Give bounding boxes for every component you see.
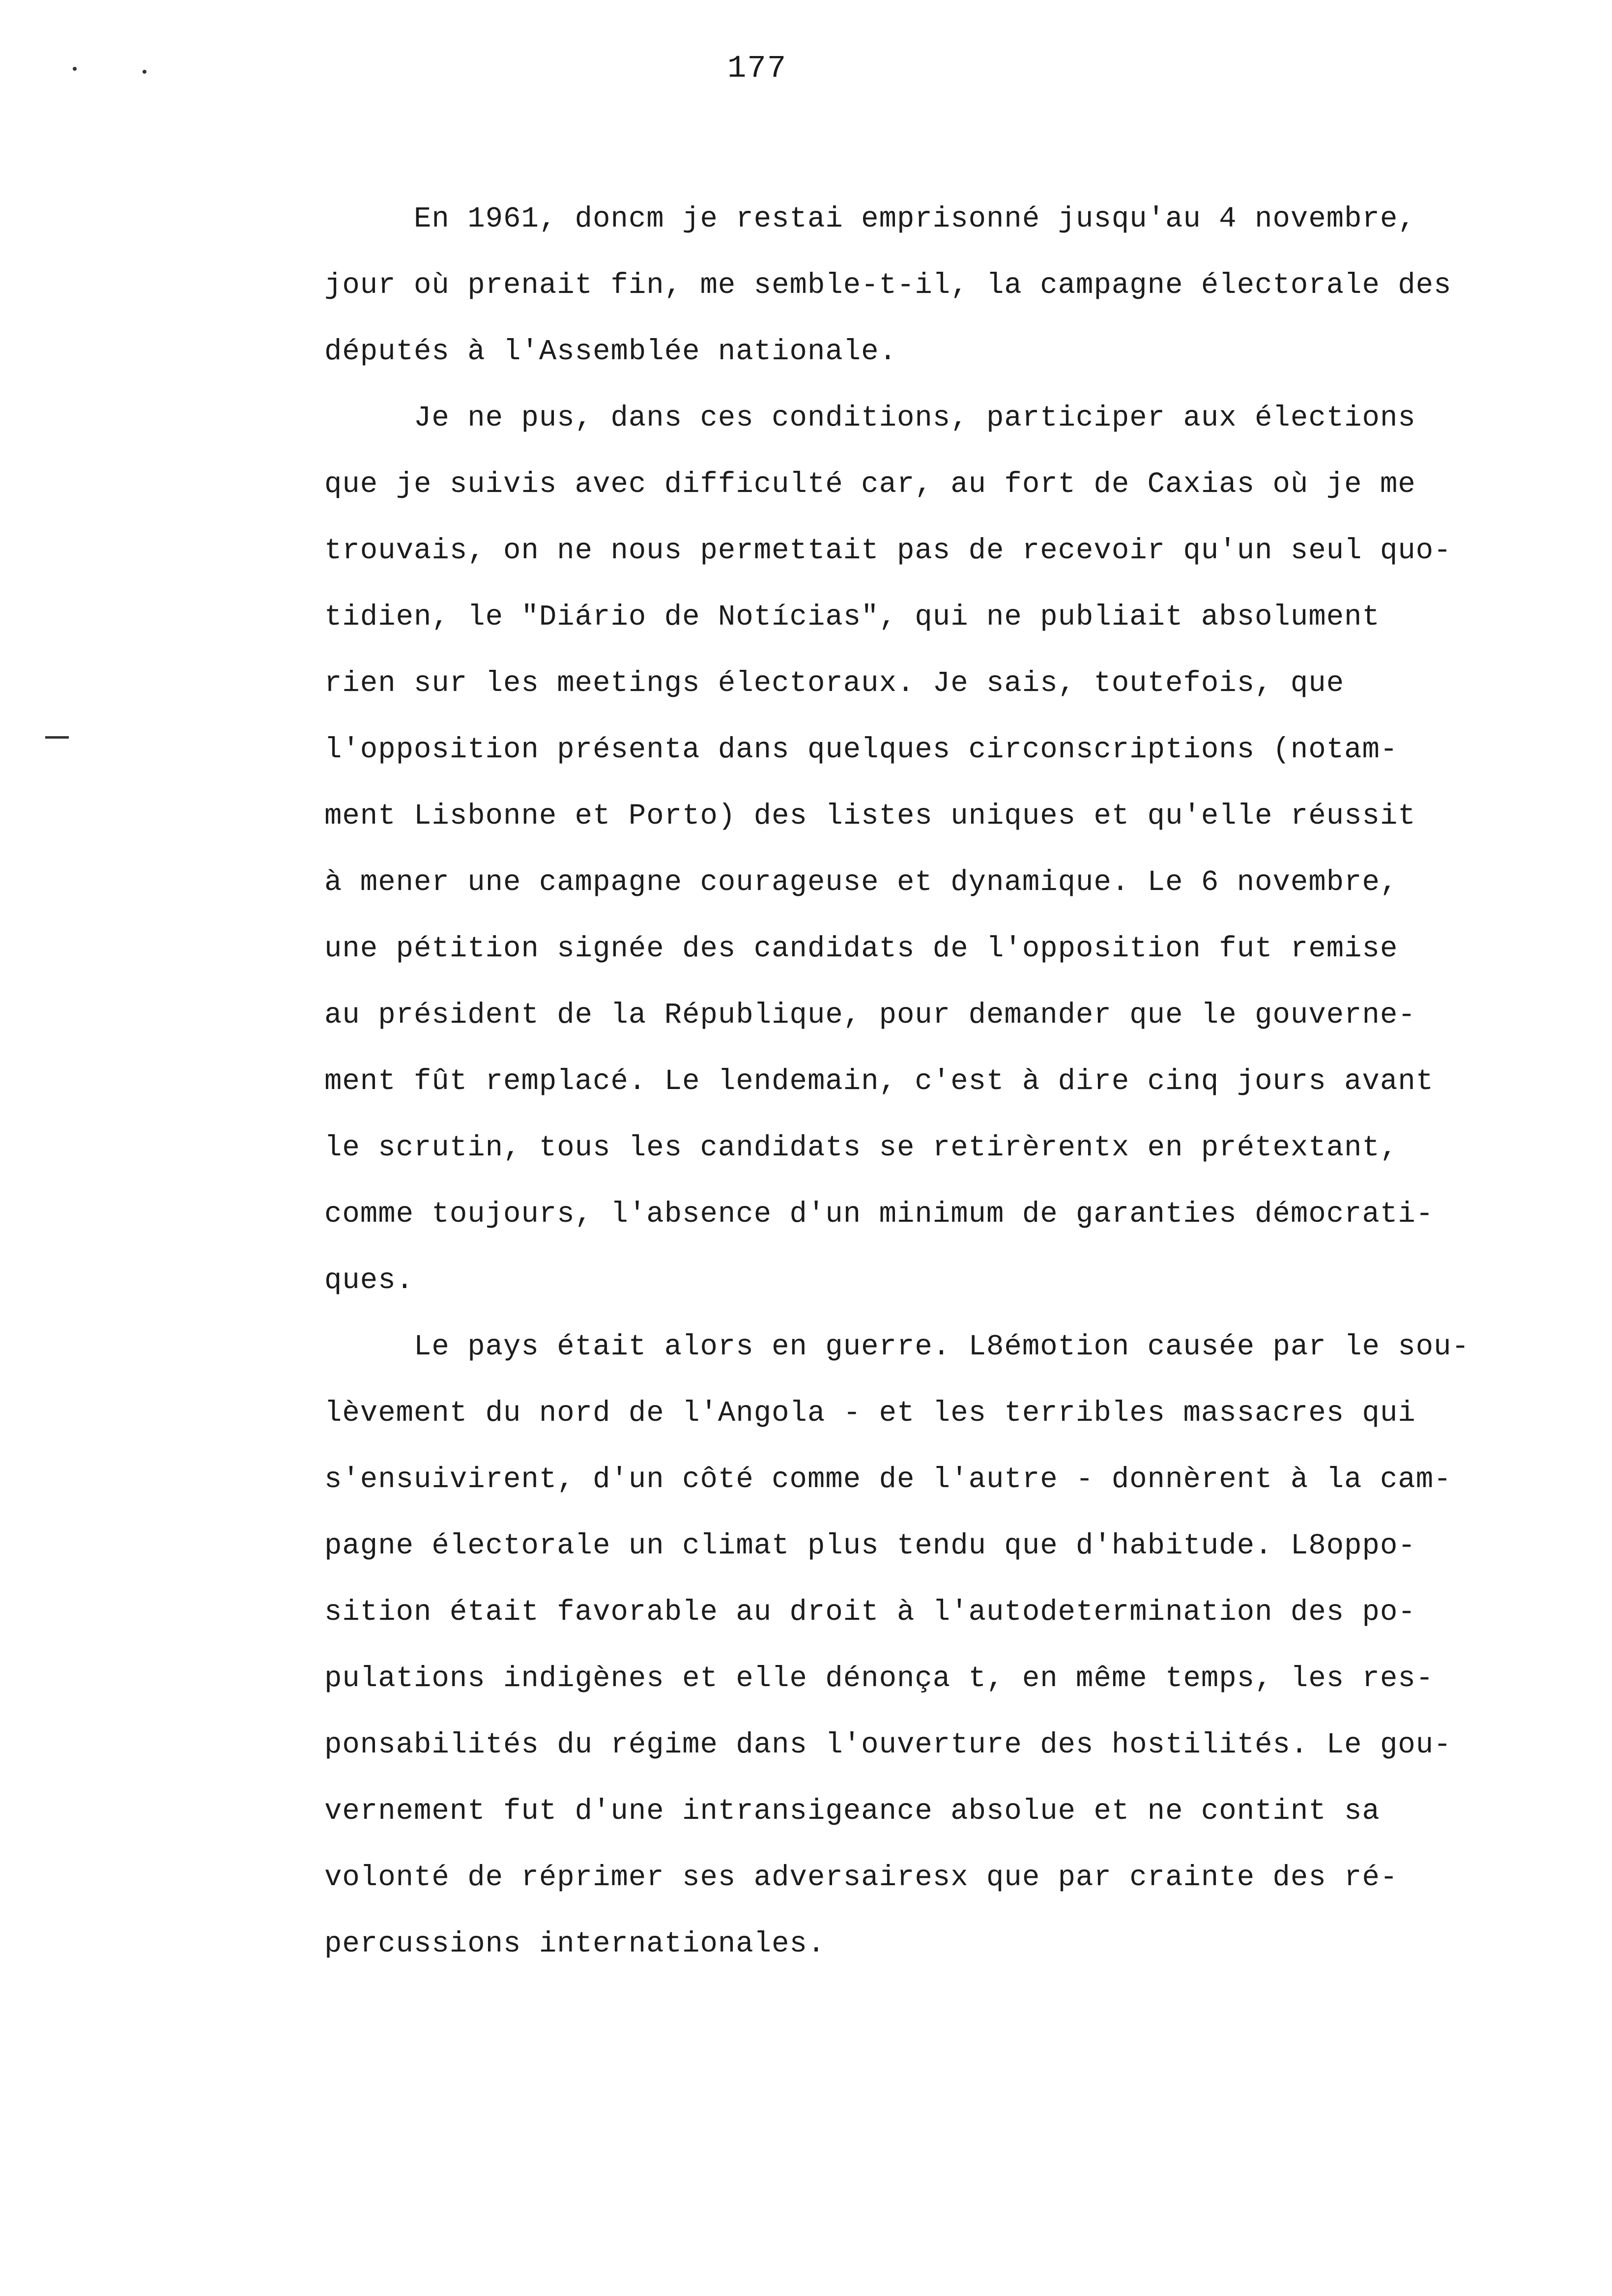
- text-line: députés à l'Assemblée nationale.: [324, 335, 897, 368]
- text-line: volonté de réprimer ses adversairesx que par crainte des ré-: [324, 1861, 1398, 1894]
- paragraph-3: [324, 1314, 1602, 1977]
- text-line: pulations indigènes et elle dénonça t, en même temps, les res-: [324, 1662, 1434, 1695]
- text-line: au président de la République, pour demander que le gouverne-: [324, 999, 1416, 1032]
- text-line: que je suivis avec difficulté car, au fort de Caxias où je me: [324, 468, 1416, 501]
- stray-mark: [143, 70, 146, 74]
- text-line: En 1961, doncm je restai emprisonné jusqu'au 4 novembre,: [324, 202, 1416, 235]
- text-line: rien sur les meetings électoraux. Je sais, toutefois, que: [324, 667, 1345, 700]
- paragraph-2: [324, 385, 1602, 1314]
- text-line: comme toujours, l'absence d'un minimum de garanties démocrati-: [324, 1198, 1434, 1231]
- text-line: ment fût remplacé. Le lendemain, c'est à dire cinq jours avant: [324, 1065, 1434, 1098]
- text-line: ques.: [324, 1264, 414, 1297]
- text-line: Le pays était alors en guerre. L8émotion causée par le sou-: [324, 1330, 1469, 1363]
- text-line: lèvement du nord de l'Angola - et les terribles massacres qui: [324, 1397, 1416, 1430]
- page-number: 177: [727, 51, 787, 86]
- text-line: trouvais, on ne nous permettait pas de recevoir qu'un seul quo-: [324, 534, 1452, 567]
- text-line: s'ensuivirent, d'un côté comme de l'autre - donnèrent à la cam-: [324, 1463, 1452, 1496]
- text-line: percussions internationales.: [324, 1927, 826, 1960]
- text-line: pagne électorale un climat plus tendu que d'habitude. L8oppo-: [324, 1529, 1416, 1562]
- text-line: à mener une campagne courageuse et dynamique. Le 6 novembre,: [324, 866, 1398, 899]
- text-line: jour où prenait fin, me semble-t-il, la campagne électorale des: [324, 269, 1452, 302]
- paragraph-1: [324, 186, 1602, 385]
- text-line: une pétition signée des candidats de l'opposition fut remise: [324, 932, 1398, 965]
- text-line: vernement fut d'une intransigeance absolue et ne contint sa: [324, 1795, 1380, 1828]
- text-line: ment Lisbonne et Porto) des listes uniques et qu'elle réussit: [324, 800, 1416, 832]
- text-line: l'opposition présenta dans quelques circonscriptions (notam-: [324, 733, 1398, 766]
- text-line: le scrutin, tous les candidats se retirèrentx en prétextant,: [324, 1131, 1398, 1164]
- stray-mark: [73, 67, 77, 71]
- stray-mark: [45, 736, 69, 739]
- body-text: [324, 186, 1602, 1977]
- text-line: tidien, le "Diário de Notícias", qui ne publiait absolument: [324, 601, 1380, 633]
- text-line: ponsabilités du régime dans l'ouverture des hostilités. Le gou-: [324, 1728, 1452, 1761]
- text-line: sition était favorable au droit à l'autodetermination des po-: [324, 1596, 1416, 1629]
- text-line: Je ne pus, dans ces conditions, participer aux élections: [324, 402, 1416, 434]
